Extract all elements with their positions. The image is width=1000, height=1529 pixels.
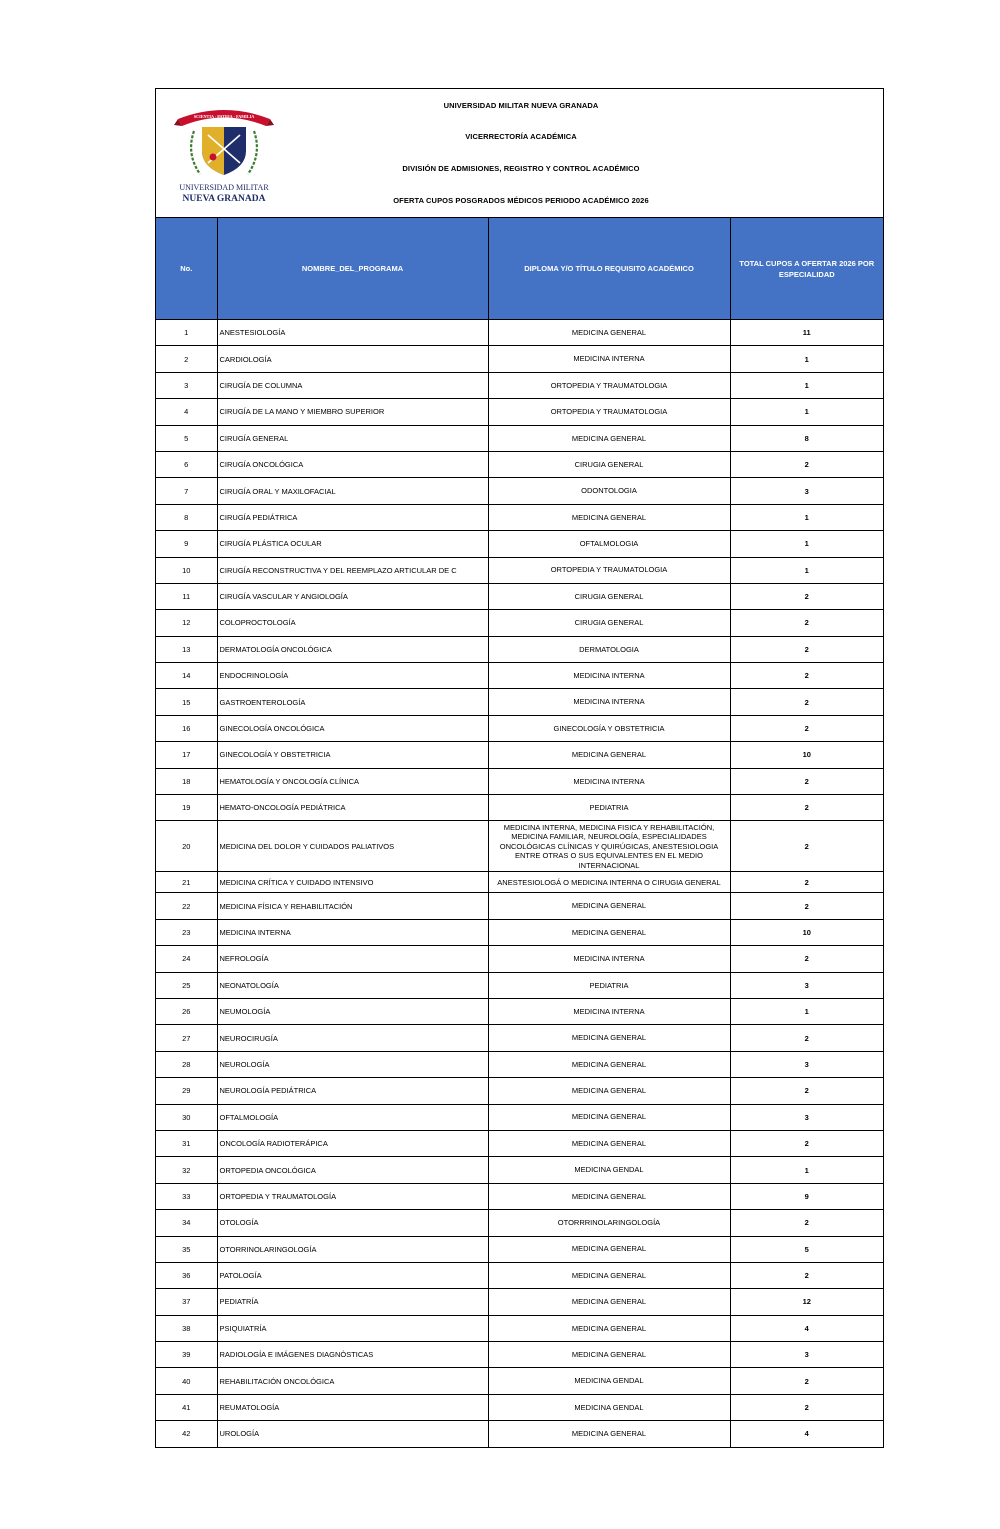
table-row: [156, 1157, 883, 1183]
cell-total: 4: [730, 1315, 883, 1341]
cell-no: 25: [156, 972, 217, 998]
cell-total: 2: [730, 663, 883, 689]
table-row: [156, 1078, 883, 1104]
cell-diploma: CIRUGIA GENERAL: [488, 583, 730, 609]
cell-no: 16: [156, 715, 217, 741]
cell-programa: NEUROLOGÍA: [217, 1051, 488, 1077]
cell-no: 5: [156, 425, 217, 451]
table-row: [156, 946, 883, 972]
cell-no: 20: [156, 821, 217, 872]
cell-diploma: ORTOPEDIA Y TRAUMATOLOGIA: [488, 557, 730, 583]
table-row: [156, 583, 883, 609]
table-row: [156, 1210, 883, 1236]
cell-no: 22: [156, 893, 217, 919]
cell-diploma: GINECOLOGÍA Y OBSTETRICIA: [488, 715, 730, 741]
cell-total: 2: [730, 768, 883, 794]
table-row: [156, 1025, 883, 1051]
cell-no: 19: [156, 795, 217, 821]
cell-programa: CIRUGÍA RECONSTRUCTIVA Y DEL REEMPLAZO ARTICULAR DE C: [217, 557, 488, 583]
cell-programa: CIRUGÍA ORAL Y MAXILOFACIAL: [217, 478, 488, 504]
cell-no: 11: [156, 583, 217, 609]
cell-no: 26: [156, 998, 217, 1024]
table-row: [156, 478, 883, 504]
cell-no: 40: [156, 1368, 217, 1394]
cell-no: 9: [156, 531, 217, 557]
cell-diploma: MEDICINA GENERAL: [488, 504, 730, 530]
cell-diploma: MEDICINA INTERNA, MEDICINA FISICA Y REHABILITACIÓN, MEDICINA FAMILIAR, NEUROLOGÍA, ESPECIALIDADES ONCOLÓGICAS CLÍNICAS Y QUIRÚGICAS, ANESTESIOLOGIA ENTRE OTRAS O SUS EQUIVALENTES EN EL MEDIO INTERNACIONAL: [488, 821, 730, 872]
table-body: [156, 320, 883, 1447]
cell-total: 8: [730, 425, 883, 451]
cell-diploma: ANESTESIOLOGÁ O MEDICINA INTERNA O CIRUGIA GENERAL: [488, 872, 730, 893]
cell-total: 2: [730, 1078, 883, 1104]
cell-programa: RADIOLOGÍA E IMÁGENES DIAGNÓSTICAS: [217, 1342, 488, 1368]
university-logo: [174, 99, 274, 205]
header-offer-title: OFERTA CUPOS POSGRADOS MÉDICOS PERIODO ACADÉMICO 2026: [393, 196, 649, 205]
cell-programa: PATOLOGÍA: [217, 1262, 488, 1288]
cell-diploma: MEDICINA GENERAL: [488, 1130, 730, 1156]
cell-diploma: MEDICINA GENERAL: [488, 1342, 730, 1368]
cell-programa: GASTROENTEROLOGÍA: [217, 689, 488, 715]
header-division: DIVISIÓN DE ADMISIONES, REGISTRO Y CONTROL ACADÉMICO: [402, 164, 640, 173]
cell-total: 1: [730, 372, 883, 398]
cell-total: 2: [730, 893, 883, 919]
cell-no: 38: [156, 1315, 217, 1341]
cell-total: 10: [730, 919, 883, 945]
cell-programa: COLOPROCTOLOGÍA: [217, 610, 488, 636]
cell-no: 2: [156, 346, 217, 372]
cell-programa: UROLOGÍA: [217, 1421, 488, 1447]
cell-programa: ONCOLOGÍA RADIOTERÁPICA: [217, 1130, 488, 1156]
table-row: [156, 1236, 883, 1262]
cell-diploma: DERMATOLOGIA: [488, 636, 730, 662]
cell-no: 6: [156, 451, 217, 477]
cell-diploma: MEDICINA GENERAL: [488, 893, 730, 919]
cell-diploma: MEDICINA INTERNA: [488, 998, 730, 1024]
table-row: [156, 1183, 883, 1209]
cell-diploma: MEDICINA GENERAL: [488, 1315, 730, 1341]
cell-diploma: MEDICINA INTERNA: [488, 346, 730, 372]
table-header-row: [156, 218, 883, 320]
header-university: UNIVERSIDAD MILITAR NUEVA GRANADA: [443, 101, 599, 110]
cell-no: 32: [156, 1157, 217, 1183]
cell-no: 39: [156, 1342, 217, 1368]
table-row: [156, 1394, 883, 1420]
cell-total: 2: [730, 1262, 883, 1288]
cell-programa: GINECOLOGÍA Y OBSTETRICIA: [217, 742, 488, 768]
cell-no: 1: [156, 320, 217, 346]
cell-programa: MEDICINA CRÍTICA Y CUIDADO INTENSIVO: [217, 872, 488, 893]
cell-programa: HEMATOLOGÍA Y ONCOLOGÍA CLÍNICA: [217, 768, 488, 794]
cell-programa: OTORRINOLARINGOLOGÍA: [217, 1236, 488, 1262]
table-row: [156, 557, 883, 583]
cell-total: 1: [730, 504, 883, 530]
cell-diploma: MEDICINA GENERAL: [488, 320, 730, 346]
cell-diploma: MEDICINA GENDAL: [488, 1157, 730, 1183]
cell-total: 2: [730, 795, 883, 821]
cell-diploma: MEDICINA GENERAL: [488, 742, 730, 768]
cell-total: 2: [730, 451, 883, 477]
col-header-programa: NOMBRE_DEL_PROGRAMA: [217, 218, 488, 320]
cell-programa: CIRUGÍA DE COLUMNA: [217, 372, 488, 398]
cell-total: 9: [730, 1183, 883, 1209]
cell-no: 7: [156, 478, 217, 504]
logo-name-line1: UNIVERSIDAD MILITAR: [179, 183, 269, 192]
col-header-diploma: DIPLOMA Y/O TÍTULO REQUISITO ACADÉMICO: [488, 218, 730, 320]
table-row: [156, 768, 883, 794]
table-row: [156, 1130, 883, 1156]
cell-programa: CIRUGÍA PEDIÁTRICA: [217, 504, 488, 530]
table-row: [156, 663, 883, 689]
cell-programa: CIRUGÍA ONCOLÓGICA: [217, 451, 488, 477]
table-row: [156, 636, 883, 662]
cell-programa: MEDICINA DEL DOLOR Y CUIDADOS PALIATIVOS: [217, 821, 488, 872]
table-row: [156, 795, 883, 821]
cell-total: 3: [730, 1342, 883, 1368]
col-header-total: TOTAL CUPOS A OFERTAR 2026 POR ESPECIALIDAD: [730, 218, 883, 320]
cell-no: 41: [156, 1394, 217, 1420]
cell-total: 4: [804, 1429, 809, 1439]
cell-programa: CIRUGÍA VASCULAR Y ANGIOLOGÍA: [217, 583, 488, 609]
col-header-no: No.: [156, 218, 217, 320]
cell-diploma: ORTOPEDIA Y TRAUMATOLOGIA: [488, 372, 730, 398]
cell-total: 2: [730, 689, 883, 715]
cell-total: 12: [730, 1289, 883, 1315]
cell-diploma: MEDICINA GENERAL: [488, 1078, 730, 1104]
table-row: [156, 1315, 883, 1341]
cell-no: 31: [156, 1130, 217, 1156]
cell-diploma: PEDIATRIA: [488, 972, 730, 998]
table-row: [156, 1104, 883, 1130]
cell-diploma: MEDICINA INTERNA: [488, 689, 730, 715]
cell-total: 2: [730, 1210, 883, 1236]
cell-total: 2: [730, 1368, 883, 1394]
sheet-header: [156, 89, 883, 218]
cell-diploma: MEDICINA GENERAL: [488, 1183, 730, 1209]
cell-programa: NEFROLOGÍA: [217, 946, 488, 972]
table-row: [156, 399, 883, 425]
cell-no: 28: [156, 1051, 217, 1077]
cell-no: 29: [156, 1078, 217, 1104]
cell-total: 2: [730, 946, 883, 972]
cell-diploma: CIRUGIA GENERAL: [488, 451, 730, 477]
header-vicerrectoria: VICERRECTORÍA ACADÉMICA: [465, 132, 577, 141]
table-row: [156, 715, 883, 741]
table-row: [156, 425, 883, 451]
cell-no: 27: [156, 1025, 217, 1051]
cell-no: 17: [156, 742, 217, 768]
cell-total: 2: [730, 1130, 883, 1156]
cell-programa: ANESTESIOLOGÍA: [217, 320, 488, 346]
table-row: [156, 504, 883, 530]
table-row: [156, 893, 883, 919]
cell-diploma: MEDICINA GENERAL: [488, 425, 730, 451]
logo-banner-text: SCIENTIA · PATRIA · FAMILIA: [193, 114, 255, 119]
cell-no: 8: [156, 504, 217, 530]
cell-no: 21: [156, 872, 217, 893]
cell-total: 3: [730, 972, 883, 998]
cell-diploma: OFTALMOLOGIA: [488, 531, 730, 557]
cell-programa: NEONATOLOGÍA: [217, 972, 488, 998]
cell-programa: ORTOPEDIA Y TRAUMATOLOGÍA: [217, 1183, 488, 1209]
cell-programa: CARDIOLOGÍA: [217, 346, 488, 372]
table-row: [156, 320, 883, 346]
cell-total: 1: [730, 557, 883, 583]
table-row: [156, 1262, 883, 1288]
cell-programa: NEUROCIRUGÍA: [217, 1025, 488, 1051]
cell-no: 15: [156, 689, 217, 715]
cell-no: 23: [156, 919, 217, 945]
cell-no: 12: [156, 610, 217, 636]
table-row: [156, 972, 883, 998]
logo-name-line2: NUEVA GRANADA: [182, 194, 266, 204]
table-row: [156, 1289, 883, 1315]
cell-diploma: MEDICINA INTERNA: [488, 768, 730, 794]
cell-total: 2: [730, 821, 883, 872]
cell-diploma: OTORRRINOLARINGOLOGÍA: [488, 1210, 730, 1236]
cell-programa: GINECOLOGÍA ONCOLÓGICA: [217, 715, 488, 741]
cell-programa: NEUMOLOGÍA: [217, 998, 488, 1024]
cell-total: 3: [730, 1104, 883, 1130]
table-row: [156, 998, 883, 1024]
cell-diploma: MEDICINA INTERNA: [488, 946, 730, 972]
table-row: [156, 610, 883, 636]
cell-diploma: MEDICINA GENERAL: [488, 1025, 730, 1051]
cell-diploma: MEDICINA INTERNA: [488, 663, 730, 689]
cell-diploma: MEDICINA GENDAL: [488, 1368, 730, 1394]
table-row: [156, 872, 883, 893]
cell-programa: MEDICINA FÍSICA Y REHABILITACIÓN: [217, 893, 488, 919]
cell-diploma: MEDICINA GENERAL: [488, 1236, 730, 1262]
cell-no: 10: [156, 557, 217, 583]
cell-diploma: MEDICINA GENDAL: [488, 1394, 730, 1420]
cell-total: 3: [730, 478, 883, 504]
cell-diploma: MEDICINA GENERAL: [488, 1262, 730, 1288]
table-row: [156, 821, 883, 872]
cell-programa: CIRUGÍA GENERAL: [217, 425, 488, 451]
table-row: [156, 372, 883, 398]
cell-programa: REHABILITACIÓN ONCOLÓGICA: [217, 1368, 488, 1394]
cell-diploma: ODONTOLOGIA: [488, 478, 730, 504]
table-row: [156, 1368, 883, 1394]
cell-programa: MEDICINA INTERNA: [217, 919, 488, 945]
table-row: [156, 919, 883, 945]
cell-programa: OFTALMOLOGÍA: [217, 1104, 488, 1130]
cell-programa: PSIQUIATRÍA: [217, 1315, 488, 1341]
cell-total: 2: [730, 872, 883, 893]
cell-diploma: MEDICINA GENERAL: [488, 1289, 730, 1315]
cell-no: 37: [156, 1289, 217, 1315]
cell-no: 24: [156, 946, 217, 972]
cell-diploma: CIRUGIA GENERAL: [488, 610, 730, 636]
cell-no: 36: [156, 1262, 217, 1288]
cell-programa: REUMATOLOGÍA: [217, 1394, 488, 1420]
cell-diploma: ORTOPEDIA Y TRAUMATOLOGIA: [488, 399, 730, 425]
cell-programa: OTOLOGÍA: [217, 1210, 488, 1236]
cell-total: 5: [730, 1236, 883, 1262]
cell-no: 14: [156, 663, 217, 689]
table-row: [156, 1051, 883, 1077]
cell-no: 33: [156, 1183, 217, 1209]
cell-total: 11: [730, 320, 883, 346]
cell-total: 1: [730, 346, 883, 372]
cell-no: 34: [156, 1210, 217, 1236]
cell-total: 2: [730, 1394, 883, 1420]
table-row: [156, 1421, 883, 1447]
offer-sheet: [155, 88, 884, 1448]
table-row: [156, 531, 883, 557]
cell-programa: DERMATOLOGÍA ONCOLÓGICA: [217, 636, 488, 662]
cell-diploma: PEDIATRIA: [488, 795, 730, 821]
table-row: [156, 742, 883, 768]
table-row: [156, 689, 883, 715]
cell-no: 3: [156, 372, 217, 398]
cell-no: 18: [156, 768, 217, 794]
cell-no: 35: [156, 1236, 217, 1262]
cell-total: 1: [730, 531, 883, 557]
cell-total: 1: [730, 399, 883, 425]
offer-table: [156, 218, 883, 1447]
cell-diploma: MEDICINA GENERAL: [488, 1051, 730, 1077]
cell-no: 30: [156, 1104, 217, 1130]
cell-total: 2: [730, 715, 883, 741]
table-row: [156, 1342, 883, 1368]
cell-diploma: MEDICINA GENERAL: [488, 1421, 730, 1447]
cell-programa: ENDOCRINOLOGÍA: [217, 663, 488, 689]
cell-diploma: MEDICINA GENERAL: [488, 1104, 730, 1130]
cell-total: 2: [730, 610, 883, 636]
cell-diploma: MEDICINA GENERAL: [488, 919, 730, 945]
cell-total: 1: [730, 998, 883, 1024]
cell-total: 1: [730, 1157, 883, 1183]
cell-programa: CIRUGÍA DE LA MANO Y MIEMBRO SUPERIOR: [217, 399, 488, 425]
cell-total: 2: [730, 1025, 883, 1051]
table-row: [156, 451, 883, 477]
cell-total: 10: [730, 742, 883, 768]
cell-no: 42: [156, 1421, 217, 1447]
cell-no: 4: [156, 399, 217, 425]
table-row: [156, 346, 883, 372]
cell-no: 13: [156, 636, 217, 662]
cell-programa: NEUROLOGÍA PEDIÁTRICA: [217, 1078, 488, 1104]
cell-programa: PEDIATRÍA: [217, 1289, 488, 1315]
cell-programa: CIRUGÍA PLÁSTICA OCULAR: [217, 531, 488, 557]
cell-programa: HEMATO-ONCOLOGÍA PEDIÁTRICA: [217, 795, 488, 821]
cell-programa: ORTOPEDIA ONCOLÓGICA: [217, 1157, 488, 1183]
cell-total: 2: [730, 583, 883, 609]
cell-total: 3: [730, 1051, 883, 1077]
cell-total: 2: [730, 636, 883, 662]
